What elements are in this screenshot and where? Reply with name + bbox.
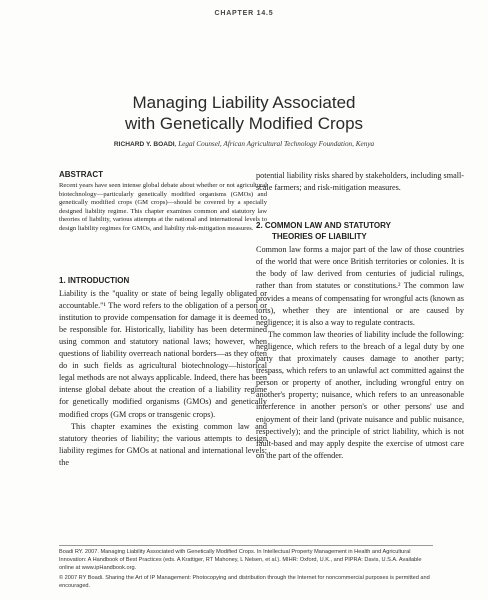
paragraph: potential liability risks shared by stakeholders, including small-scale farmers; and risk-mitigation measures. xyxy=(256,171,464,193)
section-heading-introduction: 1. INTRODUCTION xyxy=(59,275,130,285)
left-column xyxy=(59,170,267,469)
section-heading-common-law xyxy=(256,220,464,242)
footer-copyright: © 2007 RY Boadi. Sharing the Art of IP Management: Photocopying and distribution through the Internet for noncommercial purposes is permitted and encouraged. xyxy=(59,575,430,589)
author-affiliation: , Legal Counsel, African Agricultural Technology Foundation, Kenya xyxy=(174,140,375,148)
paragraph: Common law forms a major part of the law of those countries of the world that were once British territories or colonies. It is the body of law derived from centuries of judicial rulings, rather than from statutes or constitutions.² The common law provides a means of compensating for wrongful acts (known as torts), whether they are intentional or are caused by negligence; it is also a way to regulate contracts. xyxy=(256,245,464,327)
page-title xyxy=(0,92,488,134)
title-line: with Genetically Modified Crops xyxy=(124,114,364,133)
paragraph: This chapter examines the existing common law and statutory theories of liability; the various attempts to design liability regimes for GMOs at national and international levels; the xyxy=(59,421,267,467)
paragraph: Liability is the "quality or state of being legally obligated or accountable."¹ The word refers to the obligation of a person or institution to provide compensation for damage it is deemed to be responsible for. Historically, liability has been determined using common and statutory national laws; however, when questions of liability overreach national borders—as they often do in such fields as agricultural biotechnology—historical legal methods are not always applicable. Indeed, there has been intense global debate about the creation of a liability regime for genetically modified organisms (GMOs) and genetically modified crops (GM crops or transgenic crops). xyxy=(59,288,268,419)
heading-line: THEORIES OF LIABILITY xyxy=(272,232,367,242)
author-name: RICHARD Y. BOADI xyxy=(113,141,175,148)
heading-line: 2. COMMON LAW AND STATUTORY xyxy=(256,221,391,231)
paragraph: The common law theories of liability include the following: negligence, which refers to the breach of a legal duty by one party that proximately causes damage to another party; trespass, which refers to an unlawful act committed against the person or property of another, including wrongful entry on another's property; nuisance, which refers to an unreasonable interference in another person's or other persons' use and enjoyment of their land (private nuisance and public nuisance, respectively); and the principle of strict liability, which is not fault-based and may apply despite the exercise of utmost care on the part of the offender. xyxy=(256,329,465,460)
right-column xyxy=(256,170,464,462)
footer-citation: Boadi RY. 2007. Managing Liability Associated with Genetically Modified Crops. In Intellectual Property Management in Health and Agricultural Innovation: A Handbook of Best Practices (eds. A Krattiger, RT Mahoney, L Nelsen, et al.). MIHR: Oxford, U.K., and PIPRA: Davis, U.S.A. Available online at www.ipHandbook.org. xyxy=(59,549,422,571)
byline xyxy=(0,140,488,148)
footer-divider xyxy=(59,545,433,546)
abstract-text: Recent years have seen intense global debate about whether or not agricultural biotechnology—particularly genetically modified organisms (GMOs) and genetically modified crops (GM crops)—should be covered by a specially designed liability regime. This chapter examines common and statutory law theories of liability, various attempts at the national and international levels to design liability regimes for GMOs, and liability risk-mitigation measures. xyxy=(59,182,267,232)
chapter-label: CHAPTER 14.5 xyxy=(214,10,274,17)
abstract-heading: ABSTRACT xyxy=(59,170,103,179)
title-line: Managing Liability Associated xyxy=(132,93,356,112)
